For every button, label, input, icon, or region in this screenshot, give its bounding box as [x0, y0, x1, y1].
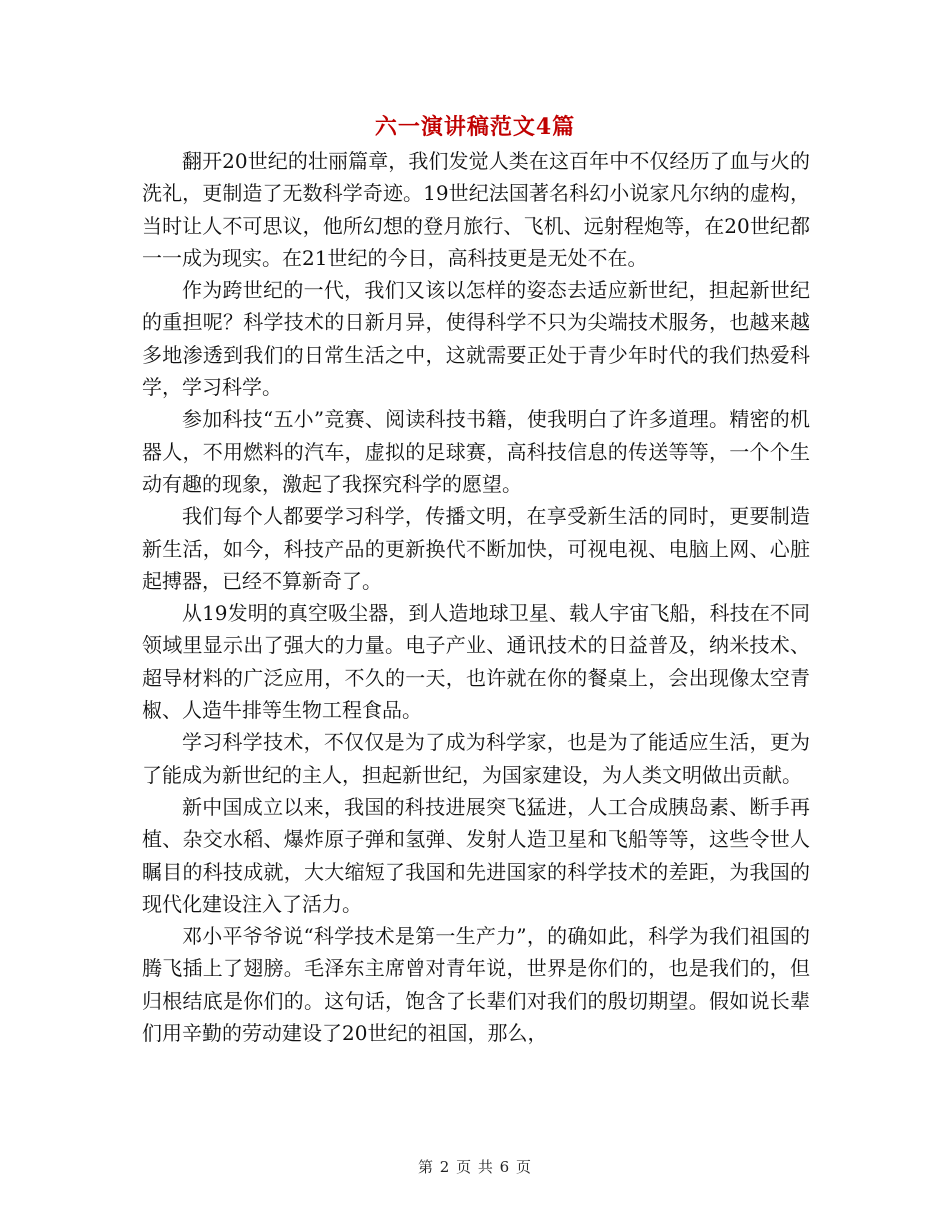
document-title: 六一演讲稿范文4篇 [374, 114, 576, 140]
document-body [142, 145, 810, 1049]
paragraph: 学习科学技术，不仅仅是为了成为科学家，也是为了能适应生活，更为了能成为新世纪的主人，担起新世纪，为国家建设，为人类文明做出贡献。 [142, 730, 810, 787]
paragraph: 作为跨世纪的一代，我们又该以怎样的姿态去适应新世纪，担起新世纪的重担呢？科学技术的日新月异，使得科学不只为尖端技术服务，也越来越多地渗透到我们的日常生活之中，这就需要正处于青少年时代的我们热爱科学，学习科学。 [142, 278, 810, 400]
paragraph: 翻开20世纪的壮丽篇章，我们发觉人类在这百年中不仅经历了血与火的洗礼，更制造了无数科学奇迹。19世纪法国著名科幻小说家凡尔纳的虚构，当时让人不可思议，他所幻想的登月旅行、飞机、远射程炮等，在20世纪都一一成为现实。在21世纪的今日，高科技更是无处不在。 [142, 149, 810, 270]
page-footer: 第 2 页 共 6 页 [418, 1158, 532, 1176]
paragraph: 参加科技“五小”竞赛、阅读科技书籍，使我明白了许多道理。精密的机器人，不用燃料的汽车，虚拟的足球赛，高科技信息的传送等等，一个个生动有趣的现象，激起了我探究科学的愿望。 [142, 407, 810, 496]
paragraph: 我们每个人都要学习科学，传播文明，在享受新生活的同时，更要制造新生活，如今，科技产品的更新换代不断加快，可视电视、电脑上网、心脏起搏器，已经不算新奇了。 [142, 504, 810, 593]
paragraph: 新中国成立以来，我国的科技进展突飞猛进，人工合成胰岛素、断手再植、杂交水稻、爆炸原子弹和氢弹、发射人造卫星和飞船等等，这些令世人瞩目的科技成就，大大缩短了我国和先进国家的科学技术的差距，为我国的现代化建设注入了活力。 [142, 794, 810, 916]
paragraph: 从19发明的真空吸尘器，到人造地球卫星、载人宇宙飞船，科技在不同领域里显示出了强大的力量。电子产业、通讯技术的日益普及，纳米技术、超导材料的广泛应用，不久的一天，也许就在你的餐桌上，会出现像太空青椒、人造牛排等生物工程食品。 [142, 601, 810, 723]
paragraph: 邓小平爷爷说“科学技术是第一生产力”，的确如此，科学为我们祖国的腾飞插上了翅膀。毛泽东主席曾对青年说，世界是你们的，也是我们的，但归根结底是你们的。这句话，饱含了长辈们对我们的殷切期望。假如说长辈们用辛勤的劳动建设了20世纪的祖国，那么， [142, 924, 810, 1046]
